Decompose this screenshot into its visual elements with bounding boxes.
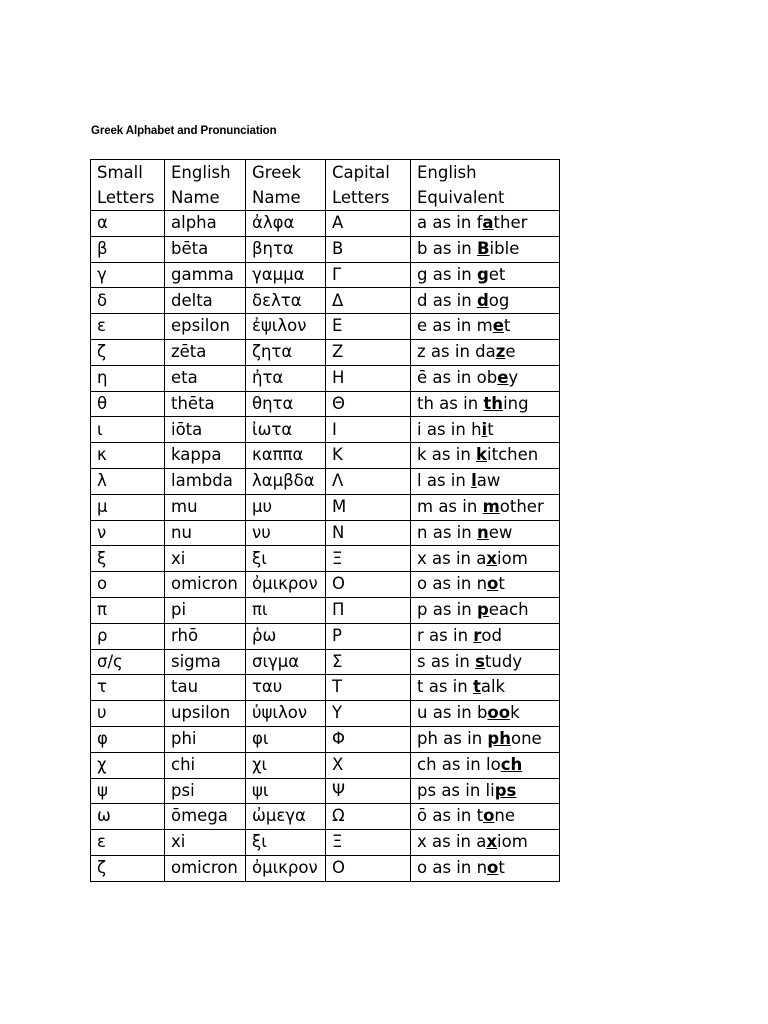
greek-name-cell: ξι [246,830,326,856]
capital-letter-cell: Κ [326,443,411,469]
pronunciation-highlight: ph [487,729,511,749]
header-greek-name [246,160,326,211]
greek-name-cell: ἰωτα [246,417,326,443]
english-name-cell: pi [165,597,246,623]
english-name-cell: upsilon [165,701,246,727]
header-line: Greek [252,163,302,182]
english-name-cell: omicron [165,572,246,598]
small-letter-cell: ψ [91,778,165,804]
small-letter-cell: η [91,365,165,391]
english-equivalent-cell [411,855,560,881]
header-line: Letters [97,188,155,207]
pronunciation-text: l as in [417,471,472,491]
small-letter-cell: λ [91,468,165,494]
english-equivalent-cell [411,623,560,649]
pronunciation-text: ing [503,393,529,413]
table-row [91,804,560,830]
english-name-cell: epsilon [165,314,246,340]
capital-letter-cell: Τ [326,675,411,701]
pronunciation-text: ne [494,806,516,826]
table-row [91,623,560,649]
table-row [91,391,560,417]
pronunciation-text: s as in [417,651,476,671]
english-equivalent-cell [411,546,560,572]
small-letter-cell: μ [91,494,165,520]
header-line: Name [252,188,301,207]
pronunciation-text: tudy [484,651,523,671]
english-name-cell: psi [165,778,246,804]
table-row [91,830,560,856]
greek-name-cell: ὀμικρον [246,572,326,598]
english-equivalent-cell [411,288,560,314]
english-equivalent-cell [411,365,560,391]
greek-name-cell: ῥω [246,623,326,649]
english-equivalent-cell [411,520,560,546]
english-name-cell: zēta [165,339,246,365]
capital-letter-cell: Ξ [326,830,411,856]
pronunciation-text: d as in [417,290,477,310]
pronunciation-text: ō as in t [417,806,484,826]
small-letter-cell: γ [91,262,165,288]
pronunciation-text: ē as in ob [417,367,498,387]
capital-letter-cell: Θ [326,391,411,417]
table-row [91,778,560,804]
greek-alphabet-table [90,159,560,882]
pronunciation-highlight: d [476,290,489,310]
greek-name-cell: ἀλφα [246,211,326,237]
pronunciation-highlight: g [476,264,489,284]
pronunciation-highlight: m [482,496,500,516]
pronunciation-highlight: e [497,367,509,387]
small-letter-cell: ν [91,520,165,546]
pronunciation-text: t [498,574,505,594]
header-capital-letters [326,160,411,211]
table-row [91,314,560,340]
pronunciation-text: t [503,316,511,336]
greek-name-cell: μυ [246,494,326,520]
small-letter-cell: ι [91,417,165,443]
english-equivalent-cell [411,468,560,494]
pronunciation-text: ph as in [417,729,488,749]
table-row [91,597,560,623]
small-letter-cell: ω [91,804,165,830]
english-name-cell: omicron [165,855,246,881]
english-name-cell: eta [165,365,246,391]
table-row [91,855,560,881]
pronunciation-highlight: th [483,393,504,413]
pronunciation-highlight: a [482,213,494,233]
pronunciation-text: ther [493,213,528,233]
capital-letter-cell: Φ [326,726,411,752]
pronunciation-text: each [488,600,529,620]
table-row [91,262,560,288]
pronunciation-text: x as in a [417,548,487,568]
english-name-cell: xi [165,830,246,856]
capital-letter-cell: Η [326,365,411,391]
english-name-cell: ōmega [165,804,246,830]
english-equivalent-cell [411,211,560,237]
table-row [91,701,560,727]
greek-name-cell: θητα [246,391,326,417]
pronunciation-text: t as in [417,677,473,697]
greek-name-cell: νυ [246,520,326,546]
english-equivalent-cell [411,778,560,804]
header-line: English [417,163,477,182]
pronunciation-text: iom [497,832,528,852]
pronunciation-highlight: s [475,651,485,671]
pronunciation-text: og [488,290,510,310]
pronunciation-text: o as in n [417,858,488,878]
capital-letter-cell: Δ [326,288,411,314]
small-letter-cell: δ [91,288,165,314]
pronunciation-text: z as in da [417,342,496,362]
table-row [91,417,560,443]
pronunciation-highlight: B [476,238,490,258]
english-equivalent-cell [411,236,560,262]
capital-letter-cell: Ε [326,314,411,340]
pronunciation-text: t [498,858,505,878]
small-letter-cell: α [91,211,165,237]
pronunciation-highlight: ch [500,754,523,774]
small-letter-cell: ζ [91,855,165,881]
english-name-cell: lambda [165,468,246,494]
english-equivalent-cell [411,417,560,443]
pronunciation-text: g as in [417,264,477,284]
capital-letter-cell: Ζ [326,339,411,365]
small-letter-cell: υ [91,701,165,727]
pronunciation-text: et [488,264,506,284]
english-equivalent-cell [411,597,560,623]
capital-letter-cell: Σ [326,649,411,675]
pronunciation-highlight: o [487,858,499,878]
greek-name-cell: ἐψιλον [246,314,326,340]
english-equivalent-cell [411,262,560,288]
capital-letter-cell: Υ [326,701,411,727]
table-row [91,443,560,469]
english-name-cell: mu [165,494,246,520]
header-line: Letters [332,188,390,207]
english-name-cell: iōta [165,417,246,443]
capital-letter-cell: Ξ [326,546,411,572]
header-line: Equivalent [417,188,505,207]
pronunciation-text: alk [480,677,506,697]
english-name-cell: bēta [165,236,246,262]
small-letter-cell: ζ [91,339,165,365]
pronunciation-text: b as in [417,238,477,258]
greek-name-cell: ταυ [246,675,326,701]
greek-name-cell: δελτα [246,288,326,314]
capital-letter-cell: Ι [326,417,411,443]
capital-letter-cell: Π [326,597,411,623]
pronunciation-text: ch as in lo [417,754,501,774]
table-row [91,726,560,752]
greek-name-cell: ξι [246,546,326,572]
english-name-cell: thēta [165,391,246,417]
header-small-letters [91,160,165,211]
capital-letter-cell: Α [326,211,411,237]
small-letter-cell: σ/ς [91,649,165,675]
small-letter-cell: ξ [91,546,165,572]
pronunciation-text: i as in h [417,419,482,439]
english-equivalent-cell [411,701,560,727]
greek-name-cell: χι [246,752,326,778]
english-name-cell: delta [165,288,246,314]
capital-letter-cell: Χ [326,752,411,778]
pronunciation-highlight: x [486,548,498,568]
header-english-equivalent [411,160,560,211]
pronunciation-text: m as in [417,496,483,516]
pronunciation-text: u as in b [417,703,488,723]
table-row [91,675,560,701]
english-name-cell: tau [165,675,246,701]
pronunciation-highlight: o [487,574,499,594]
capital-letter-cell: Γ [326,262,411,288]
english-equivalent-cell [411,830,560,856]
pronunciation-text: y [508,367,519,387]
table-header-row [91,160,560,211]
greek-name-cell: σιγμα [246,649,326,675]
pronunciation-text: e as in m [417,316,493,336]
english-name-cell: phi [165,726,246,752]
small-letter-cell: ρ [91,623,165,649]
header-english-name [165,160,246,211]
english-equivalent-cell [411,649,560,675]
table-body [91,160,560,882]
pronunciation-text: k as in [417,445,477,465]
capital-letter-cell: Β [326,236,411,262]
small-letter-cell: ε [91,314,165,340]
capital-letter-cell: Ο [326,572,411,598]
pronunciation-text: iom [497,548,528,568]
pronunciation-highlight: l [471,471,477,491]
pronunciation-text: n as in [417,522,477,542]
table-row [91,546,560,572]
greek-name-cell: ὀμικρον [246,855,326,881]
english-name-cell: nu [165,520,246,546]
greek-name-cell: φι [246,726,326,752]
english-equivalent-cell [411,443,560,469]
pronunciation-text: x as in a [417,832,487,852]
pronunciation-highlight: z [495,342,506,362]
capital-letter-cell: Μ [326,494,411,520]
small-letter-cell: χ [91,752,165,778]
english-name-cell: chi [165,752,246,778]
table-row [91,468,560,494]
greek-name-cell: βητα [246,236,326,262]
pronunciation-text: k [510,703,520,723]
english-name-cell: kappa [165,443,246,469]
small-letter-cell: θ [91,391,165,417]
pronunciation-highlight: x [486,832,498,852]
pronunciation-text: th as in [417,393,484,413]
greek-name-cell: λαμβδα [246,468,326,494]
pronunciation-text: ps as in li [417,780,495,800]
pronunciation-highlight: e [492,316,504,336]
english-name-cell: alpha [165,211,246,237]
table-row [91,520,560,546]
greek-name-cell: ἠτα [246,365,326,391]
pronunciation-text: a as in f [417,213,483,233]
table-row [91,288,560,314]
pronunciation-text: od [481,625,502,645]
pronunciation-highlight: i [481,419,488,439]
table-row [91,211,560,237]
table-row [91,494,560,520]
small-letter-cell: κ [91,443,165,469]
table-row [91,339,560,365]
greek-name-cell: γαμμα [246,262,326,288]
table-row [91,236,560,262]
pronunciation-text: one [510,729,542,749]
pronunciation-highlight: ps [494,780,517,800]
capital-letter-cell: Λ [326,468,411,494]
pronunciation-highlight: n [476,522,489,542]
greek-name-cell: ψι [246,778,326,804]
english-name-cell: xi [165,546,246,572]
greek-name-cell: ζητα [246,339,326,365]
header-line: English [171,163,231,182]
pronunciation-text: ew [488,522,513,542]
small-letter-cell: φ [91,726,165,752]
greek-name-cell: καππα [246,443,326,469]
table-row [91,365,560,391]
capital-letter-cell: Ω [326,804,411,830]
english-equivalent-cell [411,314,560,340]
table-row [91,752,560,778]
small-letter-cell: β [91,236,165,262]
pronunciation-highlight: t [472,677,481,697]
english-equivalent-cell [411,339,560,365]
small-letter-cell: ε [91,830,165,856]
pronunciation-highlight: r [473,625,482,645]
pronunciation-text: other [499,496,544,516]
pronunciation-text: e [505,342,516,362]
pronunciation-text: p as in [417,600,477,620]
pronunciation-text: r as in [417,625,474,645]
pronunciation-text: ible [489,238,520,258]
english-name-cell: rhō [165,623,246,649]
document-title: Greek Alphabet and Pronunciation [91,125,277,137]
english-equivalent-cell [411,675,560,701]
pronunciation-text: t [487,419,494,439]
capital-letter-cell: Ο [326,855,411,881]
header-line: Small [97,163,143,182]
pronunciation-highlight: k [476,445,488,465]
capital-letter-cell: Ψ [326,778,411,804]
greek-name-cell: πι [246,597,326,623]
english-equivalent-cell [411,752,560,778]
english-equivalent-cell [411,804,560,830]
greek-name-cell: ὠμεγα [246,804,326,830]
english-equivalent-cell [411,572,560,598]
english-name-cell: gamma [165,262,246,288]
pronunciation-highlight: o [483,806,495,826]
small-letter-cell: π [91,597,165,623]
pronunciation-text: o as in n [417,574,488,594]
english-equivalent-cell [411,391,560,417]
pronunciation-text: aw [476,471,501,491]
pronunciation-highlight: p [476,600,489,620]
capital-letter-cell: Ρ [326,623,411,649]
header-line: Capital [332,163,390,182]
capital-letter-cell: Ν [326,520,411,546]
english-equivalent-cell [411,494,560,520]
header-line: Name [171,188,220,207]
pronunciation-text: itchen [487,445,539,465]
small-letter-cell: τ [91,675,165,701]
english-equivalent-cell [411,726,560,752]
english-name-cell: sigma [165,649,246,675]
greek-name-cell: ὐψιλον [246,701,326,727]
small-letter-cell: ο [91,572,165,598]
table-row [91,649,560,675]
table-row [91,572,560,598]
pronunciation-highlight: oo [487,703,511,723]
